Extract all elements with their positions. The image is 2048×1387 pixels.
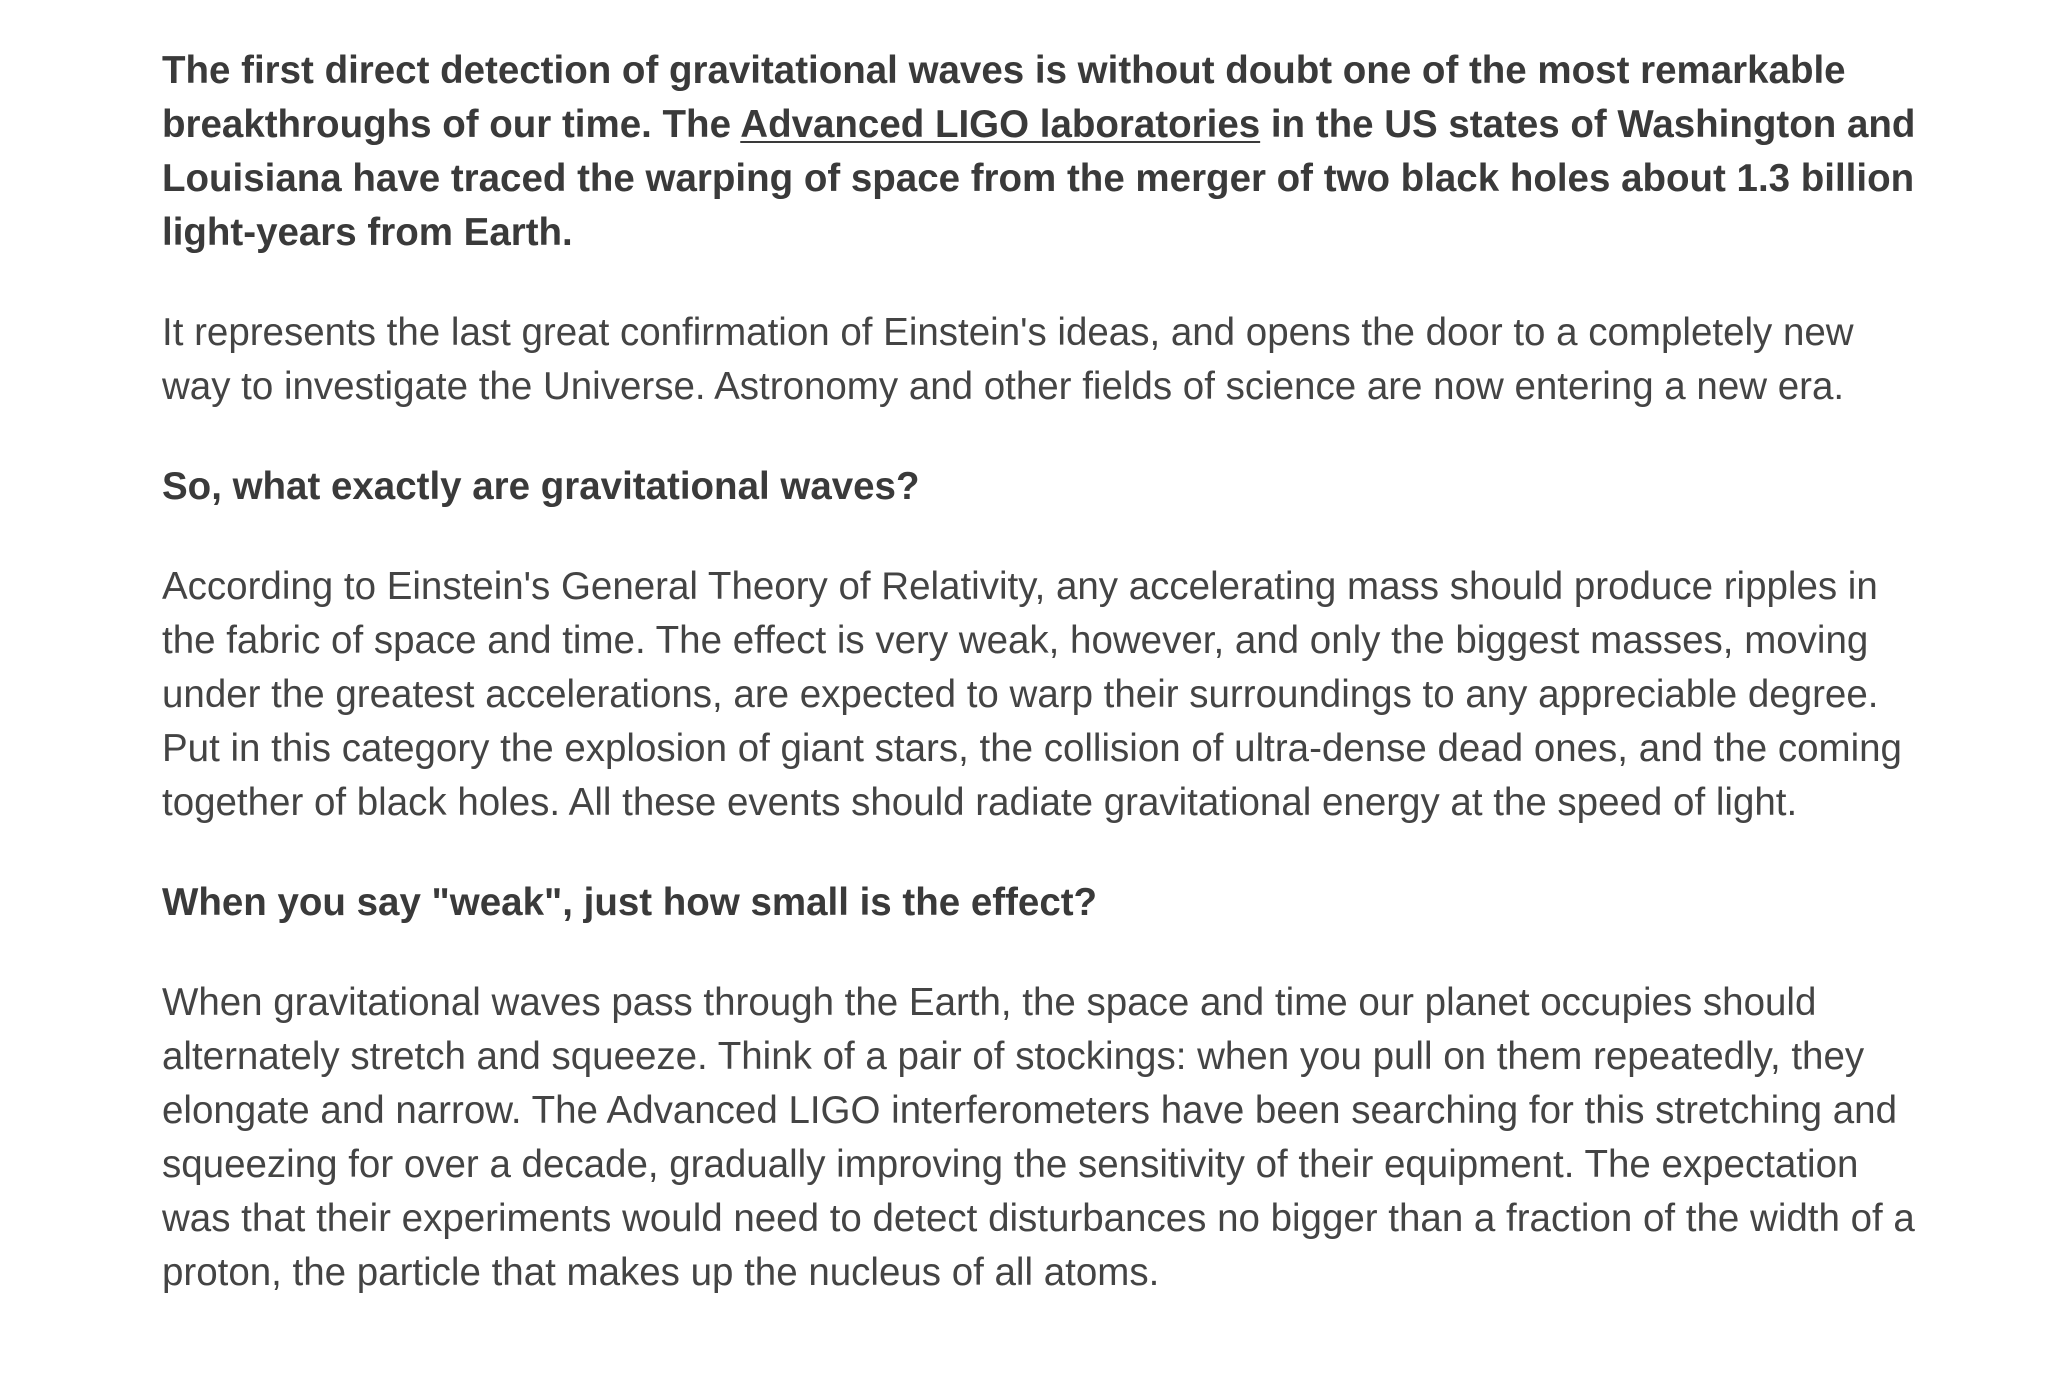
- question-heading-how-small: When you say "weak", just how small is the effect?: [162, 881, 1098, 924]
- intro-text-before-link: The first direct detection of gravitational waves is without doubt one of the most remarkable breakthroughs of our time. The: [162, 49, 1846, 146]
- paragraph-einstein-confirmation: It represents the last great confirmation of Einstein's ideas, and opens the door to a completely new way to investigate the Universe. Astronomy and other fields of science are now entering a new era.: [162, 311, 1854, 408]
- advanced-ligo-link[interactable]: Advanced LIGO laboratories: [740, 103, 1261, 146]
- paragraph-stretch-squeeze: When gravitational waves pass through the Earth, the space and time our planet occupies should alternately stretch and squeeze. Think of a pair of stockings: when you pull on them repeatedly, they elongate and narrow. The Advanced LIGO interferometers have been searching for this stretching and squeezing for over a decade, gradually improving the sensitivity of their equipment. The expectation was that their experiments would need to detect disturbances no bigger than a fraction of the width of a proton, the particle that makes up the nucleus of all atoms.: [162, 981, 1915, 1294]
- intro-paragraph: [162, 44, 1922, 260]
- article-body: [162, 44, 1922, 1300]
- intro-text-after-link: in the US states of Washington and Louisiana have traced the warping of space from the merger of two black holes about 1.3 billion light-years from Earth.: [162, 103, 1916, 254]
- question-heading-what-are-waves: So, what exactly are gravitational waves?: [162, 465, 920, 508]
- paragraph-general-relativity: According to Einstein's General Theory of Relativity, any accelerating mass should produce ripples in the fabric of space and time. The effect is very weak, however, and only the biggest masses, moving under the greatest accelerations, are expected to warp their surroundings to any appreciable degree. Put in this category the explosion of giant stars, the collision of ultra-dense dead ones, and the coming together of black holes. All these events should radiate gravitational energy at the speed of light.: [162, 565, 1902, 824]
